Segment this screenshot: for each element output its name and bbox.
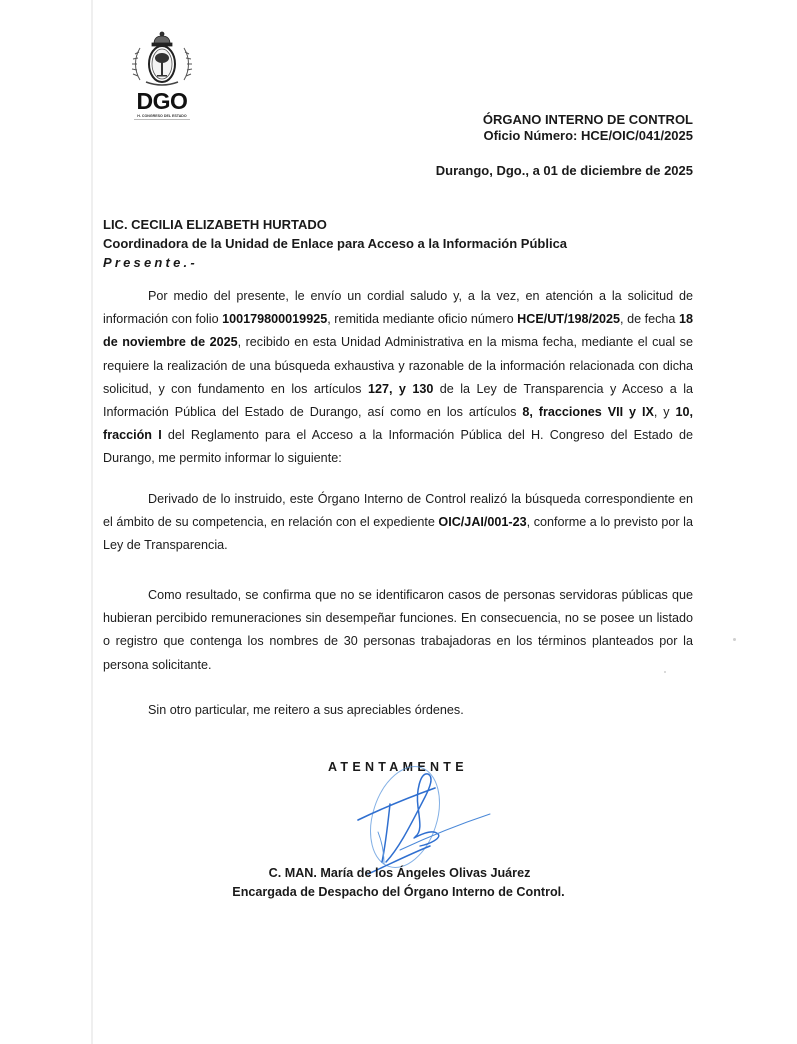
scan-speck — [664, 671, 666, 673]
coat-of-arms-icon — [126, 30, 198, 90]
text-run: Por medio del presente, le envío un cordial saludo y, a la vez, en atención a la solicitud de información con folio — [103, 289, 693, 327]
scan-speck — [733, 638, 736, 641]
text-run: Sin otro particular, me reitero a sus apreciables órdenes. — [148, 703, 464, 717]
emphasized-reference: HCE/UT/198/2025 — [517, 312, 621, 327]
logo-abbreviation: DGO — [136, 88, 188, 114]
addressee-name: LIC. CECILIA ELIZABETH HURTADO — [103, 217, 327, 232]
text-run: , remitida mediante oficio número — [327, 312, 518, 327]
signer-block — [0, 864, 797, 902]
emphasized-reference: OIC/JAI/001-23 — [438, 515, 527, 530]
department-name: ÓRGANO INTERNO DE CONTROL — [482, 112, 693, 127]
logo-subtitle-line — [134, 119, 190, 120]
closing-word: ATENTAMENTE — [328, 760, 468, 774]
text-run: Como resultado, se confirma que no se identificaron casos de personas servidoras públicas que hubieran percibido remuneraciones sin desempeñar funciones. En consecuencia, no se posee un listado o registro que contenga los nombres de 30 personas trabajadoras en los términos planteados por la persona solicitante. — [103, 588, 693, 672]
text-run: , conforme a lo previsto por la Ley de Transparencia. — [103, 515, 693, 553]
paragraph-result — [103, 584, 693, 677]
emphasized-reference: 8, fracciones VII y IX — [522, 405, 654, 420]
handwritten-signature-icon — [330, 762, 500, 877]
text-run: Derivado de lo instruido, este Órgano Interno de Control realizó la búsqueda correspondiente en el ámbito de su competencia, en relación con el expediente — [103, 492, 693, 530]
signer-title: Encargada de Despacho del Órgano Interno de Control. — [232, 885, 565, 899]
text-run: del Reglamento para el Acceso a la Información Pública del H. Congreso del Estado de Durango, me permito informar lo siguiente: — [103, 428, 693, 466]
text-run: , y — [653, 405, 676, 420]
office-number: Oficio Número: HCE/OIC/041/2025 — [483, 128, 693, 143]
addressee-position: Coordinadora de la Unidad de Enlace para Acceso a la Información Pública — [103, 236, 568, 251]
salutation: Presente.- — [103, 255, 198, 270]
emphasized-reference: 18 de noviembre de 2025 — [103, 312, 693, 350]
emphasized-reference: 100179800019925 — [222, 312, 328, 327]
text-run: de la Ley de Transparencia y Acceso a la Información Pública del Estado de Durango, así como en los artículos — [103, 381, 693, 420]
document-header — [483, 112, 693, 144]
emphasized-reference: 127, y 130 — [367, 381, 434, 396]
text-run: , recibido en esta Unidad Administrativa en la misma fecha, mediante el cual se requiere la realización de una búsqueda exhaustiva y razonable de la información relacionada con dicha solicitud, y con fundamento en los artículos — [103, 335, 693, 396]
paragraph-search — [103, 488, 693, 558]
congress-logo — [126, 30, 198, 122]
paragraph-request — [103, 285, 693, 471]
place-date: Durango, Dgo., a 01 de diciembre de 2025 — [435, 163, 693, 178]
addressee-block — [103, 215, 567, 272]
emphasized-reference: 10, fracción I — [103, 405, 693, 443]
text-run: , de fecha — [620, 312, 679, 327]
paragraph-closing — [103, 699, 693, 722]
signer-name: C. MAN. María de los Ángeles Olivas Juárez — [268, 866, 531, 880]
logo-subtitle: H. CONGRESO DEL ESTADO — [137, 114, 187, 118]
